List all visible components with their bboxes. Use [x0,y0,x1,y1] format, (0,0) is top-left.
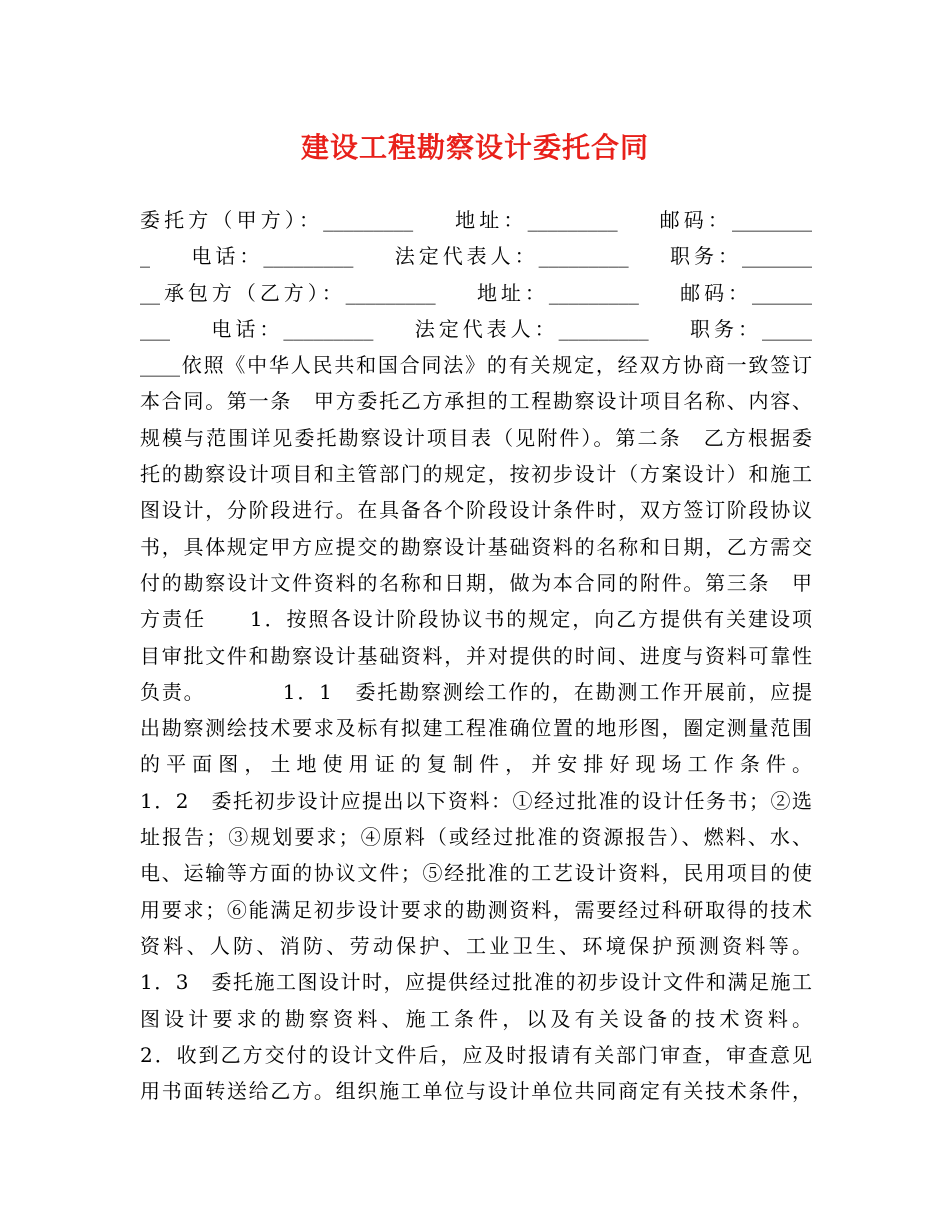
text-line-6: 本合同。第一条 甲方委托乙方承担的工程勘察设计项目名称、内容、 [140,389,812,414]
text-line-5: ____依照《中华人民共和国合同法》的有关规定，经双方协商一致签订 [140,353,812,378]
document-title: 建设工程勘察设计委托合同 [300,131,649,164]
text-line-23: 图设计要求的勘察资料、施工条件，以及有关设备的技术资料。 [140,1006,812,1031]
text-line-10: 书，具体规定甲方应提交的勘察设计基础资料的名称和日期，乙方需交 [140,534,812,559]
text-line-19: 电、运输等方面的协议文件；⑤经批准的工艺设计资料，民用项目的使 [140,861,812,886]
text-line-2: _ 电话：_________ 法定代表人：_________ 职务：_______ [140,244,812,269]
text-line-8: 托的勘察设计项目和主管部门的规定，按初步设计（方案设计）和施工 [140,462,812,487]
text-line-17: 1．2 委托初步设计应提出以下资料：①经过批准的设计任务书；②选 [140,788,812,813]
text-line-7: 规模与范围详见委托勘察设计项目表（见附件）。第二条 乙方根据委 [140,425,812,450]
text-line-14: 负责。 1．1 委托勘察测绘工作的，在勘测工作开展前，应提 [140,679,812,704]
text-line-24: 2．收到乙方交付的设计文件后，应及时报请有关部门审查，审查意见 [140,1042,812,1067]
text-line-12: 方责任 1．按照各设计阶段协议书的规定，向乙方提供有关建设项 [140,607,812,632]
text-line-22: 1．3 委托施工图设计时，应提供经过批准的初步设计文件和满足施工 [140,970,812,995]
text-line-16: 的平面图，土地使用证的复制件，并安排好现场工作条件。 [140,752,812,777]
text-line-15: 出勘察测绘技术要求及标有拟建工程准确位置的地形图，圈定测量范围 [140,716,812,741]
text-line-3: __承包方（乙方）：_________ 地址：_________ 邮码：______ [140,280,812,305]
text-line-1: 委托方（甲方）：_________ 地址：_________ 邮码：________ [140,208,812,232]
text-line-25: 用书面转送给乙方。组织施工单位与设计单位共同商定有关技术条件， [140,1079,812,1104]
text-line-20: 用要求；⑥能满足初步设计要求的勘测资料，需要经过科研取得的技术 [140,897,812,922]
contract-body [140,202,812,1109]
text-line-11: 付的勘察设计文件资料的名称和日期，做为本合同的附件。第三条 甲 [140,570,812,595]
text-line-4: ___ 电话：_________ 法定代表人：_________ 职务：_____ [140,316,812,341]
text-line-13: 目审批文件和勘察设计基础资料，并对提供的时间、进度与资料可靠性 [140,643,812,668]
text-line-21: 资料、人防、消防、劳动保护、工业卫生、环境保护预测资料等。 [140,933,812,958]
text-line-9: 图设计，分阶段进行。在具备各个阶段设计条件时，双方签订阶段协议 [140,498,812,523]
text-line-18: 址报告；③规划要求；④原料（或经过批准的资源报告）、燃料、水、 [140,825,812,850]
